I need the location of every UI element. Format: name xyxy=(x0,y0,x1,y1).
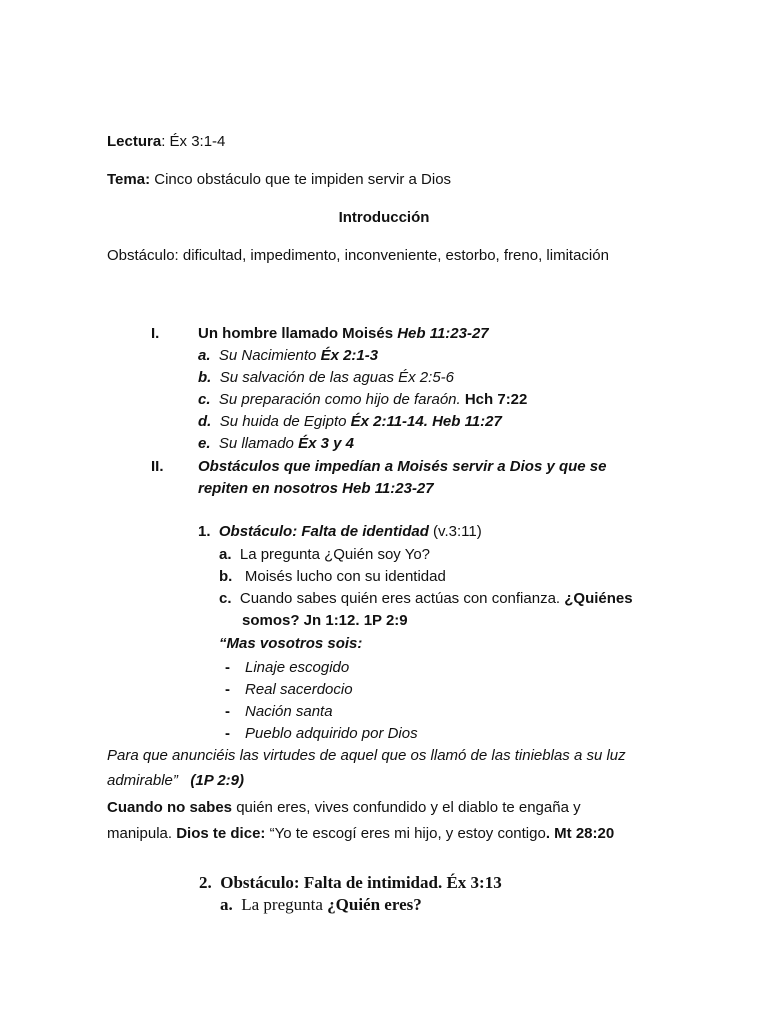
list-dash: - xyxy=(225,659,230,676)
section2-numeral: II. xyxy=(151,458,164,475)
verse-line1: Para que anunciéis las virtudes de aquel que os llamó de las tinieblas a su luz xyxy=(107,747,626,764)
obstacle2-item: a. La pregunta ¿Quién eres? xyxy=(220,895,422,914)
section1-numeral: I. xyxy=(151,325,160,342)
list-dash: - xyxy=(225,703,230,720)
section1-item: d. Su huida de Egipto Éx 2:11-14. Heb 11:27 xyxy=(198,413,502,430)
obstacle1-heading: 1. Obstáculo: Falta de identidad (v.3:11) xyxy=(198,523,482,540)
obstacle1-item: b. Moisés lucho con su identidad xyxy=(219,568,446,585)
section1-title: Un hombre llamado Moisés Heb 11:23-27 xyxy=(198,325,489,342)
list-item: Real sacerdocio xyxy=(245,681,353,698)
paragraph-line2: manipula. Dios te dice: “Yo te escogí eres mi hijo, y estoy contigo. Mt 28:20 xyxy=(107,825,615,842)
section1-item: e. Su llamado Éx 3 y 4 xyxy=(198,435,354,452)
tema-label: Tema: xyxy=(107,171,151,188)
obstacle1-c-line2: somos? Jn 1:12. 1P 2:9 xyxy=(242,612,408,629)
paragraph-line1: Cuando no sabes quién eres, vives confundido y el diablo te engaña y xyxy=(107,799,581,816)
lectura-value: : Éx 3:1-4 xyxy=(161,133,226,150)
tema-line xyxy=(107,170,451,190)
obstacle1-item: c. Cuando sabes quién eres actúas con confianza. ¿Quiénes xyxy=(219,590,633,607)
verse-ref: (1P 2:9) xyxy=(190,772,245,789)
list-item: Pueblo adquirido por Dios xyxy=(245,725,418,742)
list-item: Linaje escogido xyxy=(245,659,350,676)
lectura-label: Lectura xyxy=(107,133,162,150)
section1-item: c. Su preparación como hijo de faraón. Hch 7:22 xyxy=(198,391,528,408)
intro-line xyxy=(0,208,768,228)
intro-heading: Introducción xyxy=(338,209,430,226)
verse-line2: admirable” (1P 2:9) xyxy=(107,772,245,789)
list-dash: - xyxy=(225,681,230,698)
section1-item: a. Su Nacimiento Éx 2:1-3 xyxy=(198,347,379,364)
lectura-line xyxy=(107,132,225,152)
list-item: Nación santa xyxy=(245,703,333,720)
quote-intro: “Mas vosotros sois: xyxy=(219,635,363,652)
section1-item: b. Su salvación de las aguas Éx 2:5-6 xyxy=(198,369,454,386)
section2-title-line1: Obstáculos que impedían a Moisés servir a Dios y que se xyxy=(198,458,607,475)
section1-ref: Heb 11:23-27 xyxy=(397,325,489,342)
list-dash: - xyxy=(225,725,230,742)
definition: Obstáculo: dificultad, impedimento, inconveniente, estorbo, freno, limitación xyxy=(107,247,609,264)
obstacle2-heading: 2. Obstáculo: Falta de intimidad. Éx 3:13 xyxy=(199,873,502,892)
obstacle1-item: a. La pregunta ¿Quién soy Yo? xyxy=(219,546,431,563)
section2-title-line2: repiten en nosotros Heb 11:23-27 xyxy=(198,480,434,497)
tema-value: Cinco obstáculo que te impiden servir a Dios xyxy=(150,171,452,188)
